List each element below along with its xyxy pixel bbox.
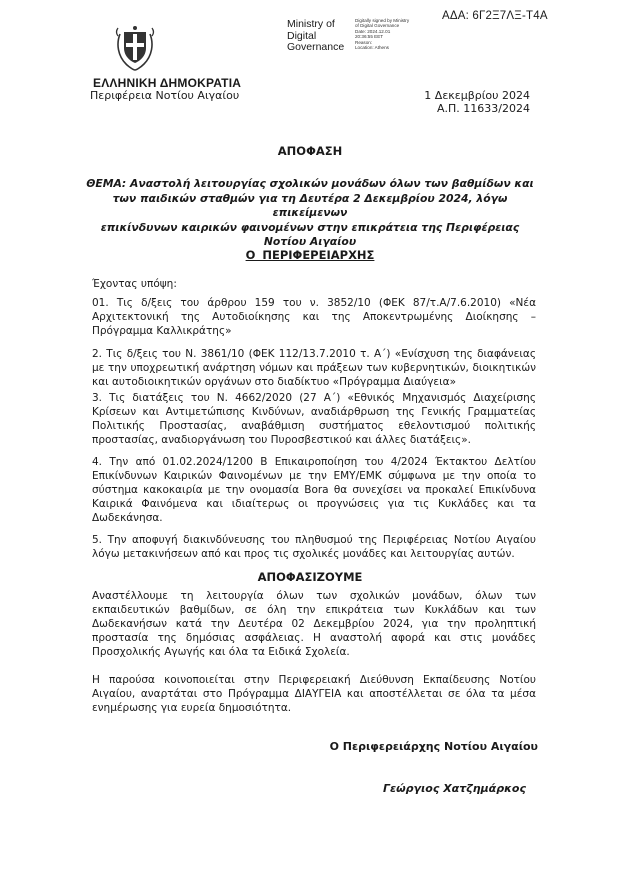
signature-line-4: 20:36:55 EET	[355, 34, 384, 40]
org-subtitle: Περιφέρεια Νοτίου Αιγαίου	[90, 89, 240, 102]
signature-line-2: of Digital Governance	[355, 23, 400, 29]
signer-name: Γεώργιος Χατζημάρκος	[382, 782, 526, 795]
subject-line-1: ΘΕΜΑ: Αναστολή λειτουργίας σχολικών μονάδων όλων των βαθμίδων και	[86, 177, 534, 190]
signer-title: Ο Περιφερειάρχης Νοτίου Αιγαίου	[329, 740, 538, 753]
digital-signature-block	[355, 18, 409, 50]
signature-line-6: Location: Athens	[355, 45, 389, 51]
org-title: ΕΛΛΗΝΙΚΗ ΔΗΜΟΚΡΑΤΙΑ	[93, 76, 242, 90]
consideration-item-2: 2. Τις δ/ξεις του Ν. 3861/10 (ΦΕΚ 112/13.7.2010 τ. Α΄) «Ενίσχυση της διαφάνειας με την υποχρεωτική ανάρτηση νόμων και πράξεων των κυβερνητικών, διοικητικών και αυτοδιοικητικών οργάνων στο διαδίκτυο «Πρόγραμμα Διαύγεια»	[92, 348, 536, 388]
consideration-item-4: 4. Την από 01.02.2024/1200 Β Επικαιροποίηση του 4/2024 Έκτακτου Δελτίου Επικίνδυνων Καιρικών Φαινομένων με την ΕΜΥ/ΕΜΚ σύμφωνα με την οποία το σύστημα κακοκαιρία με την ονομασία Bora θα συνεχίσει να προκαλεί Επικίνδυνα Καιρικά Φαινόμενα και ιδιαίτερως οι προγνώσεις για τις Κυκλάδες και τα Δωδεκάνησα.	[92, 456, 536, 524]
ministry-line-3: Governance	[287, 41, 345, 53]
we-decide-heading: ΑΠΟΦΑΣΙΖΟΥΜΕ	[257, 570, 363, 584]
decision-paragraph: Αναστέλλουμε τη λειτουργία όλων των σχολικών μονάδων, όλων των εκπαιδευτικών βαθμίδων, σε όλη την επικράτεια των Κυκλάδων και των Δωδεκανήσων κατά την Δευτέρα 02 Δεκεμβρίου 2024, για την προληπτική προστασία της δημόσιας ασφάλειας. Η αναστολή αφορά και στις μονάδες Προσχολικής Αγωγής και όλα τα Ειδικά Σχολεία.	[92, 590, 536, 658]
consideration-item-5: 5. Την αποφυγή διακινδύνευσης του πληθυσμού της Περιφέρειας Νοτίου Αιγαίου λόγω μετακινήσεων από και προς τις σχολικές μονάδες και λειτουργίας αυτών.	[92, 534, 536, 560]
ministry-line-2: Digital	[287, 29, 317, 42]
consideration-item-3: 3. Τις διατάξεις του Ν. 4662/2020 (27 Α΄) «Εθνικός Μηχανισμός Διαχείρισης Κρίσεων και Αντιμετώπισης Κινδύνων, αναδιάρθρωση της Γενικής Γραμματείας Πολιτικής Προστασίας, αναβάθμιση συστήματος εθελοντισμού πολιτικής προστασίας, αναδιοργάνωση του Πυροσβεστικού και άλλες διατάξεις».	[92, 392, 536, 446]
signature-line-1: Digitally signed by Ministry	[355, 18, 410, 23]
subject-line-3: επικίνδυνων καιρικών φαινομένων στην επικράτεια της Περιφέρειας Νοτίου Αιγαίου	[100, 220, 520, 248]
subject-line-2: των παιδικών σταθμών για τη Δευτέρα 2 Δεκεμβρίου 2024, λόγω επικείμενων	[112, 191, 508, 219]
document-date: 1 Δεκεμβρίου 2024	[424, 89, 530, 102]
reference-number: Α.Π. 11633/2024	[437, 102, 530, 115]
signature-line-3: Date: 2024.12.01	[355, 28, 391, 34]
decision-heading: ΑΠΟΦΑΣΗ	[277, 144, 343, 158]
notice-paragraph: Η παρούσα κοινοποιείται στην Περιφερειακή Διεύθυνση Εκπαίδευσης Νοτίου Αιγαίου, αναρτάται στο Πρόγραμμα ΔΙΑΥΓΕΙΑ και αποστέλλεται σε όλα τα μέσα ενημέρωσης για ευρεία δημοσιότητα.	[92, 674, 536, 714]
ada-code: ΑΔΑ: 6Γ2Ξ7ΛΞ-Τ4Α	[442, 10, 548, 22]
ministry-line-1: Ministry of	[287, 18, 335, 30]
greek-coat-of-arms-icon	[112, 22, 158, 72]
considering-label: Έχοντας υπόψη:	[92, 278, 177, 290]
ministry-label	[287, 19, 344, 54]
signature-line-5: Reason:	[355, 39, 373, 45]
subject-block	[84, 177, 536, 250]
consideration-item-1: 01. Τις δ/ξεις του άρθρου 159 του ν. 3852/10 (ΦΕΚ 87/τ.Α/7.6.2010) «Νέα Αρχιτεκτονική της Αυτοδιοίκησης και της Αποκεντρωμένης Διοίκησης – Πρόγραμμα Καλλικράτης»	[92, 297, 536, 337]
role-heading: Ο ΠΕΡΙΦΕΡΕΙΑΡΧΗΣ	[245, 248, 375, 262]
